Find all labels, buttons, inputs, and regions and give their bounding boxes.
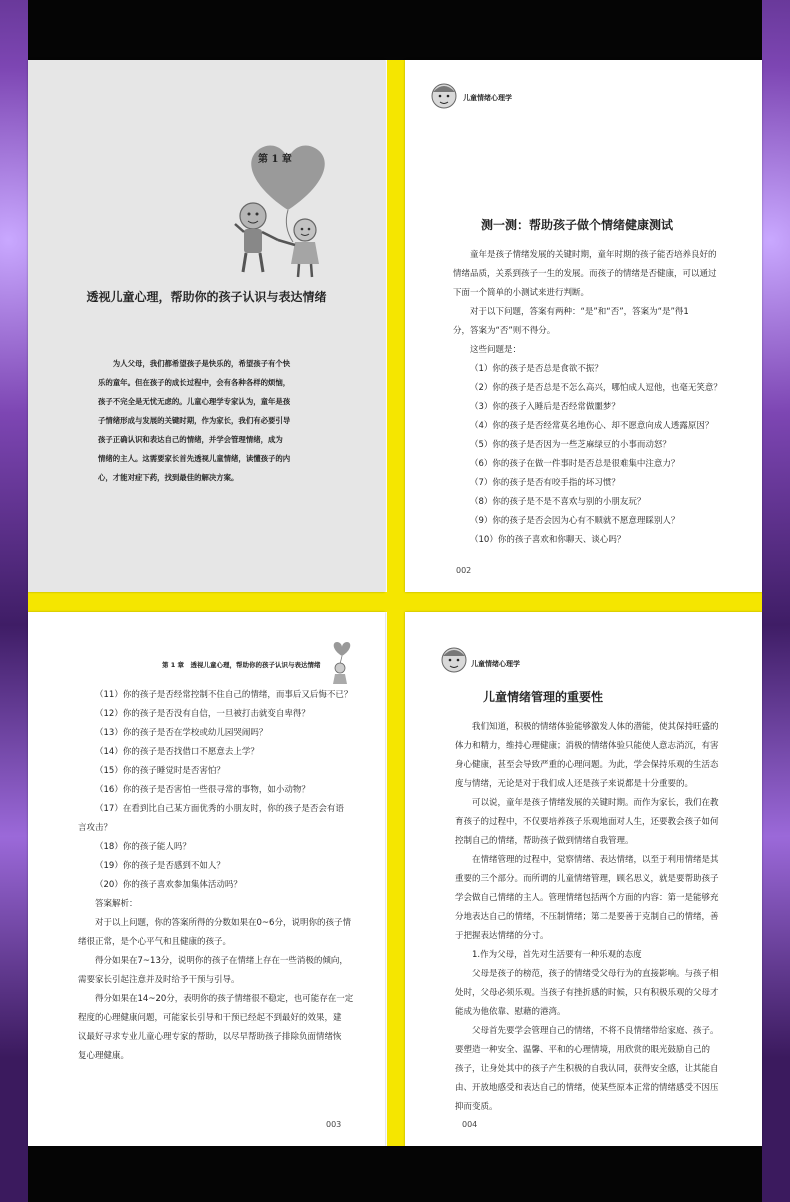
body-line: 度与情绪，无论是对于我们成人还是孩子来说都是十分重要的。 <box>455 779 694 789</box>
body-line: 分，答案为“否”则不得分。 <box>453 326 556 336</box>
intro-line: 情绪的主人。这需要家长首先透视儿童情绪，读懂孩子的内 <box>98 454 291 463</box>
body-line: 情绪品质，关系到孩子一生的发展。而孩子的情绪是否健康，可以通过 <box>453 269 717 279</box>
body-line: 答案解析： <box>95 899 138 909</box>
body-line: 分地表达自己的情绪，不压制情绪；第二是要善于克制自己的情绪，善 <box>455 912 719 922</box>
bottom-black-bar <box>28 1146 762 1202</box>
running-header: 儿童情绪心理学 <box>471 660 520 668</box>
body-line: 父母是孩子的榜范，孩子的情绪受父母行为的直接影响。与孩子相 <box>472 969 719 979</box>
question-item: （3）你的孩子入睡后是否经常做噩梦？ <box>470 402 620 412</box>
question-item: （6）你的孩子在做一件事时是否总是很难集中注意力？ <box>470 459 680 469</box>
chapter-intro <box>98 354 348 487</box>
page-004 <box>405 612 762 1146</box>
intro-line: 为人父母，我们都希望孩子是快乐的，希望孩子有个快 <box>112 359 291 368</box>
intro-line: 乐的童年。但在孩子的成长过程中，会有各种各样的烦恼， <box>98 378 291 387</box>
body-line: （16）你的孩子是否害怕一些很寻常的事物，如小动物？ <box>95 785 310 795</box>
body-line: （15）你的孩子睡觉时是否害怕？ <box>95 766 225 776</box>
page-number: 002 <box>456 566 472 575</box>
body-line: 下面一个简单的小测试来进行判断。 <box>453 288 590 298</box>
body-line: 于把握表达情绪的分寸。 <box>455 931 549 941</box>
heart-kid-icon <box>328 640 356 688</box>
body-line: 身心健康，甚至会导致严重的心理问题。为此，学会保持乐观的生活态 <box>455 760 719 770</box>
question-item: （5）你的孩子是否因为一些芝麻绿豆的小事而动怒？ <box>470 440 671 450</box>
intro-line: 心，才能对症下药，找到最佳的解决方案。 <box>98 473 239 482</box>
body-line: 体力和精力，维持心理健康；消极的情绪体验只能使人意志消沉，有害 <box>455 741 719 751</box>
body-line: 程度的心理健康问题，可能家长引导和干预已经起不到最好的效果，建 <box>78 1013 342 1023</box>
body-line: （18）你的孩子能人吗？ <box>95 842 191 852</box>
running-header: 儿童情绪心理学 <box>463 94 512 102</box>
top-black-bar <box>28 0 762 60</box>
page-chapter-opener <box>28 60 385 592</box>
chapter-label: 第 1 章 <box>258 154 292 165</box>
yellow-gutter-horizontal <box>28 592 762 612</box>
body-line: 得分如果在7~13分，说明你的孩子在情绪上存在一些消极的倾向， <box>95 956 348 966</box>
body-line: （20）你的孩子喜欢参加集体活动吗？ <box>95 880 242 890</box>
body-line: 学会做自己情绪的主人。管理情绪包括两个方面的内容：第一是能够充 <box>455 893 719 903</box>
question-item: （4）你的孩子是否经常莫名地伤心、却不愿意向成人透露原因？ <box>470 421 714 431</box>
question-item: （7）你的孩子是否有咬手指的坏习惯？ <box>470 478 620 488</box>
body-line: （13）你的孩子是否在学校或幼儿园哭闹吗？ <box>95 728 268 738</box>
running-header: 第 1 章 透视儿童心理，帮助你的孩子认识与表达情绪 <box>162 661 321 669</box>
body-line: （17）在看到比自己某方面优秀的小朋友时，你的孩子是否会有语 <box>95 804 344 814</box>
purple-border-left <box>0 0 28 1202</box>
body-line: 处时，父母必须乐观。当孩子有挫折感的时候，只有积极乐观的父母才 <box>455 988 719 998</box>
question-item: （9）你的孩子是否会因为心有不顺就不愿意理睬别人？ <box>470 516 680 526</box>
body-line: 对于以下问题，答案有两种：“是”和“否”，答案为“是”得1 <box>470 307 689 317</box>
body-line: 由、开放地感受和表达自己的情绪，使某些原本正常的情绪感受不因压 <box>455 1083 719 1093</box>
body-line: 在情绪管理的过程中，觉察情绪、表达情绪，以至于利用情绪是其 <box>472 855 719 865</box>
section-title: 测一测：帮助孩子做个情绪健康测试 <box>481 218 674 232</box>
child-face-icon <box>437 642 471 676</box>
body-line: 言攻击？ <box>78 823 113 833</box>
body-line: （11）你的孩子是否经常控制不住自己的情绪，而事后又后悔不已？ <box>95 690 353 700</box>
body-line: 能成为他依靠、慰藉的港湾。 <box>455 1007 566 1017</box>
body-line: 控制自己的情绪，帮助孩子做到情绪自我管理。 <box>455 836 634 846</box>
question-item: （8）你的孩子是不是不喜欢与别的小朋友玩？ <box>470 497 646 507</box>
section-title: 儿童情绪管理的重要性 <box>483 690 604 704</box>
purple-border-right <box>762 0 790 1202</box>
body-line: 议最好寻求专业儿童心理专家的帮助，以尽早帮助孩子排除负面情绪恢 <box>78 1032 342 1042</box>
body-line: 需要家长引起注意并及时给予干预与引导。 <box>78 975 240 985</box>
question-item: （10）你的孩子喜欢和你聊天、谈心吗？ <box>470 535 626 545</box>
page-number: 004 <box>462 1120 478 1129</box>
page-body <box>78 686 368 1066</box>
intro-line: 子情绪形成与发展的关键时期，作为家长，我们有必要引导 <box>98 416 291 425</box>
body-line: 这些问题是： <box>470 345 522 355</box>
body-line: 可以说，童年是孩子情绪发展的关键时期。而作为家长，我们在教 <box>472 798 719 808</box>
child-face-icon <box>427 78 461 112</box>
page-body <box>455 718 747 1117</box>
body-line: （12）你的孩子是否没有自信，一旦被打击就变自卑得？ <box>95 709 310 719</box>
page-002 <box>405 60 762 592</box>
page-body <box>453 246 743 550</box>
body-line: 复心理健康。 <box>78 1051 130 1061</box>
body-line: 童年是孩子情绪发展的关键时期，童年时期的孩子能否培养良好的 <box>470 250 717 260</box>
body-line: 我们知道，积极的情绪体验能够激发人体的潜能，使其保持旺盛的 <box>472 722 719 732</box>
body-line: （19）你的孩子是否感到不如人？ <box>95 861 225 871</box>
page-number: 003 <box>326 1120 342 1129</box>
question-item: （1）你的孩子是否总是食欲不振？ <box>470 364 603 374</box>
page-003 <box>28 612 385 1146</box>
body-line: 父母首先要学会管理自己的情绪，不将不良情绪带给家庭、孩子。 <box>472 1026 719 1036</box>
body-line: 要塑造一种安全、温馨、平和的心理情境，用欣赏的眼光鼓励自己的 <box>455 1045 711 1055</box>
body-line: 绪很正常，是个心平气和且健康的孩子。 <box>78 937 232 947</box>
body-line: （14）你的孩子是否找借口不愿意去上学？ <box>95 747 259 757</box>
chapter-title: 透视儿童心理，帮助你的孩子认识与表达情绪 <box>86 290 327 304</box>
body-line: 育孩子的过程中，不仅要培养孩子乐观地面对人生，还要教会孩子如何 <box>455 817 719 827</box>
body-line: 抑而变质。 <box>455 1102 498 1112</box>
body-line: 得分如果在14~20分，表明你的孩子情绪很不稳定，也可能存在一定 <box>95 994 354 1004</box>
intro-line: 孩子正确认识和表达自己的情绪，并学会管理情绪，成为 <box>98 435 283 444</box>
body-line: 对于以上问题，你的答案所得的分数如果在0~6分，说明你的孩子情 <box>95 918 351 928</box>
body-line: 重要的三个部分。而所谓的儿童情绪管理，顾名思义，就是要帮助孩子 <box>455 874 719 884</box>
question-item: （2）你的孩子是否总是不怎么高兴，哪怕成人逗他，也毫无笑意？ <box>470 383 722 393</box>
body-line: 孩子，让身处其中的孩子产生积极的自我认同，获得安全感，让其能自 <box>455 1064 719 1074</box>
body-line: 1.作为父母，首先对生活要有一种乐观的态度 <box>472 950 642 960</box>
intro-line: 孩子不完全是无忧无虑的。儿童心理学专家认为，童年是孩 <box>98 397 291 406</box>
